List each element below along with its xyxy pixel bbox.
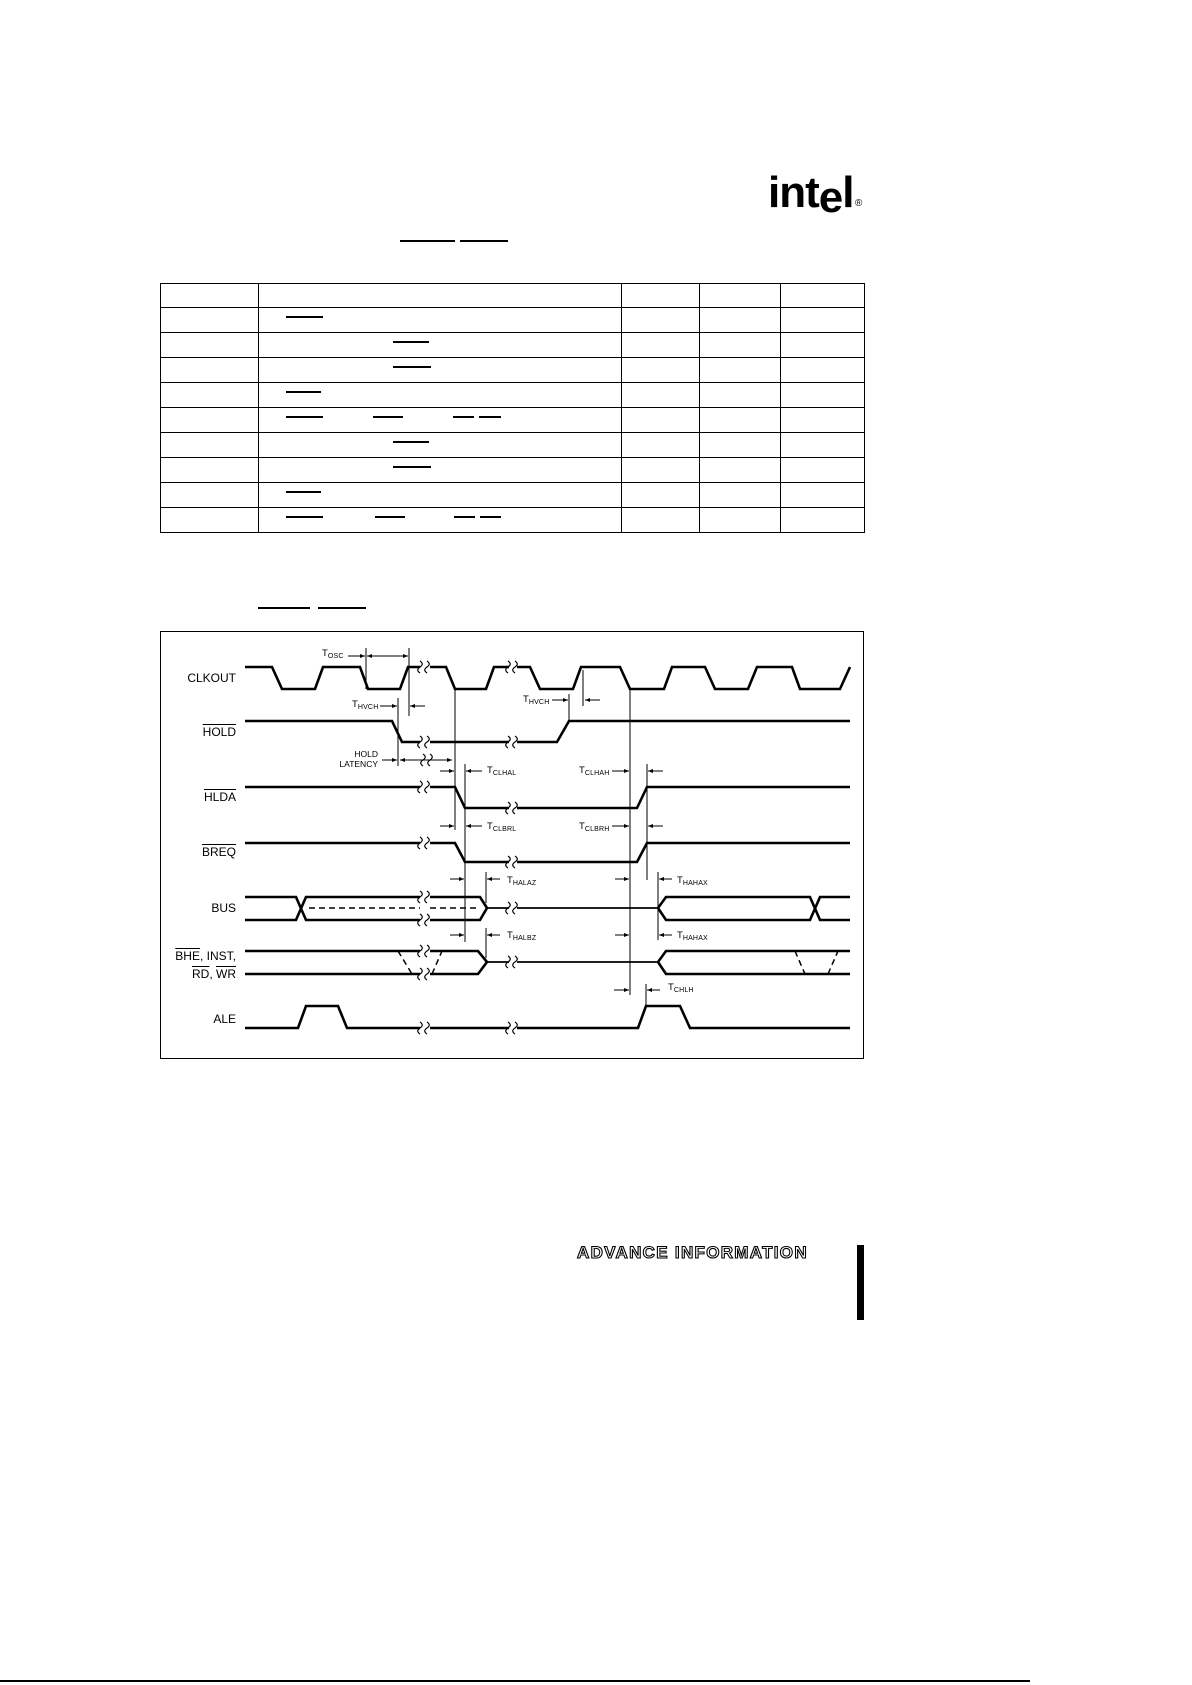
table-cell bbox=[781, 308, 865, 333]
table-cell bbox=[161, 308, 259, 333]
intel-logo bbox=[768, 168, 854, 222]
table-cell bbox=[781, 408, 865, 433]
signal-label-clkout: CLKOUT bbox=[187, 671, 236, 685]
table-cell bbox=[259, 333, 622, 358]
table-cell bbox=[700, 458, 781, 483]
param-subscript: HAHAX bbox=[682, 935, 708, 942]
table-cell bbox=[700, 383, 781, 408]
param-symbol: T bbox=[352, 699, 358, 710]
table-cell bbox=[622, 508, 700, 533]
table-cell bbox=[700, 508, 781, 533]
revision-bar bbox=[857, 1245, 864, 1320]
table-cell bbox=[622, 284, 700, 308]
table-header-row bbox=[161, 284, 865, 308]
table-cell bbox=[259, 284, 622, 308]
table-cell bbox=[700, 433, 781, 458]
signal-label-rd-wr bbox=[120, 967, 236, 981]
table-row bbox=[161, 408, 865, 433]
param-symbol: T bbox=[677, 875, 683, 886]
t-hvch-2-label bbox=[523, 694, 549, 706]
overbar bbox=[480, 516, 501, 518]
param-subscript: HALAZ bbox=[512, 880, 537, 887]
table-row bbox=[161, 308, 865, 333]
param-symbol: T bbox=[487, 821, 493, 832]
param-subscript: HAHAX bbox=[682, 880, 708, 887]
overbar bbox=[479, 416, 501, 418]
rd-name: $\overline{RD}$ bbox=[191, 967, 210, 981]
param-subscript: CLBRL bbox=[492, 826, 517, 833]
table-cell bbox=[781, 483, 865, 508]
param-subscript: CLHAH bbox=[584, 770, 610, 777]
table-row bbox=[161, 383, 865, 408]
bhe-name: $\overline{BHE}$ bbox=[175, 949, 200, 963]
table-cell bbox=[700, 408, 781, 433]
inst-name: , INST, bbox=[199, 949, 236, 963]
t-hahax-label bbox=[677, 875, 708, 887]
table-cell bbox=[259, 508, 622, 533]
overbar bbox=[454, 516, 475, 518]
title-overbar bbox=[460, 240, 508, 242]
table-cell bbox=[700, 284, 781, 308]
t-halaz-label bbox=[507, 875, 536, 887]
overbar bbox=[375, 516, 405, 518]
table-cell bbox=[259, 383, 622, 408]
table-row bbox=[161, 433, 865, 458]
signal-label-bhe-inst bbox=[120, 949, 236, 963]
rd-wr-separator: , bbox=[209, 967, 216, 981]
t-osc-label bbox=[322, 648, 344, 660]
overbar bbox=[286, 391, 321, 393]
hold-latency-line-1: HOLD bbox=[354, 749, 378, 759]
table-cell bbox=[161, 383, 259, 408]
breq-name: BREQ bbox=[201, 845, 236, 859]
overbar bbox=[286, 316, 323, 318]
param-subscript: HALBZ bbox=[512, 935, 537, 942]
t-hvch-label bbox=[352, 699, 378, 711]
hlda-name: HLDA bbox=[203, 790, 236, 804]
param-subscript: CLBRH bbox=[584, 826, 610, 833]
table-row bbox=[161, 458, 865, 483]
overbar bbox=[373, 416, 403, 418]
logo-letters-int: int bbox=[768, 168, 819, 217]
logo-letter-e: e bbox=[818, 173, 843, 222]
t-clbrh-label bbox=[579, 821, 610, 833]
overbar bbox=[286, 516, 323, 518]
table-cell bbox=[700, 333, 781, 358]
hold-name: HOLD bbox=[202, 725, 236, 739]
table-row bbox=[161, 483, 865, 508]
table-cell bbox=[700, 358, 781, 383]
table-cell bbox=[622, 408, 700, 433]
t-hahax-2-label bbox=[677, 930, 708, 942]
table-cell bbox=[161, 408, 259, 433]
overbar bbox=[393, 366, 431, 368]
table-cell bbox=[161, 358, 259, 383]
table-cell bbox=[161, 483, 259, 508]
table-cell bbox=[622, 308, 700, 333]
table-cell bbox=[161, 284, 259, 308]
param-symbol: T bbox=[507, 875, 513, 886]
page-bottom-rule bbox=[0, 1680, 1030, 1682]
signal-label-breq bbox=[120, 845, 236, 859]
table-cell bbox=[622, 333, 700, 358]
logo-letter-l: l bbox=[842, 168, 854, 217]
param-symbol: T bbox=[507, 930, 513, 941]
overbar bbox=[453, 416, 474, 418]
param-symbol: T bbox=[487, 765, 493, 776]
table-cell bbox=[161, 508, 259, 533]
table-cell bbox=[161, 458, 259, 483]
table-cell bbox=[259, 358, 622, 383]
table-row bbox=[161, 358, 865, 383]
param-subscript: CLHAL bbox=[492, 770, 517, 777]
overbar bbox=[286, 491, 321, 493]
timing-spec-table bbox=[160, 283, 865, 533]
table-cell bbox=[781, 383, 865, 408]
timing-diagram-frame bbox=[160, 631, 864, 1059]
t-halbz-label bbox=[507, 930, 536, 942]
table-cell bbox=[781, 358, 865, 383]
advance-information-notice: ADVANCE INFORMATION bbox=[577, 1243, 808, 1262]
signal-label-hold bbox=[120, 725, 236, 739]
param-subscript: HVCH bbox=[528, 699, 550, 706]
table-cell bbox=[259, 458, 622, 483]
caption-overbar bbox=[258, 607, 310, 609]
table-cell bbox=[161, 433, 259, 458]
signal-label-ale: ALE bbox=[213, 1012, 236, 1026]
table-cell bbox=[259, 433, 622, 458]
title-overbar bbox=[400, 240, 455, 242]
table-cell bbox=[781, 508, 865, 533]
table-cell bbox=[622, 483, 700, 508]
param-subscript: CHLH bbox=[673, 987, 694, 994]
overbar bbox=[393, 341, 429, 343]
param-symbol: T bbox=[677, 930, 683, 941]
signal-label-hlda bbox=[120, 790, 236, 804]
param-symbol: T bbox=[579, 765, 585, 776]
table-row bbox=[161, 508, 865, 533]
overbar bbox=[393, 441, 429, 443]
table-cell bbox=[781, 433, 865, 458]
table-cell bbox=[700, 483, 781, 508]
t-clhal-label bbox=[487, 765, 516, 777]
table-cell bbox=[622, 458, 700, 483]
overbar bbox=[393, 466, 431, 468]
t-clbrl-label bbox=[487, 821, 516, 833]
param-symbol: T bbox=[523, 694, 529, 705]
table-cell bbox=[259, 408, 622, 433]
wr-name: $\overline{WR}$ bbox=[216, 967, 236, 981]
param-symbol: T bbox=[668, 982, 674, 993]
table-cell bbox=[622, 358, 700, 383]
table-row bbox=[161, 333, 865, 358]
registered-mark: ® bbox=[855, 198, 863, 209]
table-cell bbox=[161, 333, 259, 358]
table-cell bbox=[622, 383, 700, 408]
table-cell bbox=[700, 308, 781, 333]
table-cell bbox=[781, 333, 865, 358]
hold-latency-label bbox=[328, 749, 378, 769]
table-cell bbox=[781, 284, 865, 308]
param-subscript: OSC bbox=[327, 653, 344, 660]
param-subscript: HVCH bbox=[357, 704, 379, 711]
table-cell bbox=[259, 308, 622, 333]
table-cell bbox=[622, 433, 700, 458]
t-clhah-label bbox=[579, 765, 610, 777]
param-symbol: T bbox=[579, 821, 585, 832]
t-chlh-label bbox=[668, 982, 694, 994]
table-cell bbox=[781, 458, 865, 483]
param-symbol: T bbox=[322, 648, 328, 659]
hold-latency-line-2: LATENCY bbox=[339, 759, 378, 769]
table-cell bbox=[259, 483, 622, 508]
overbar bbox=[286, 416, 323, 418]
signal-label-bus: BUS bbox=[211, 901, 236, 915]
caption-overbar bbox=[318, 607, 366, 609]
